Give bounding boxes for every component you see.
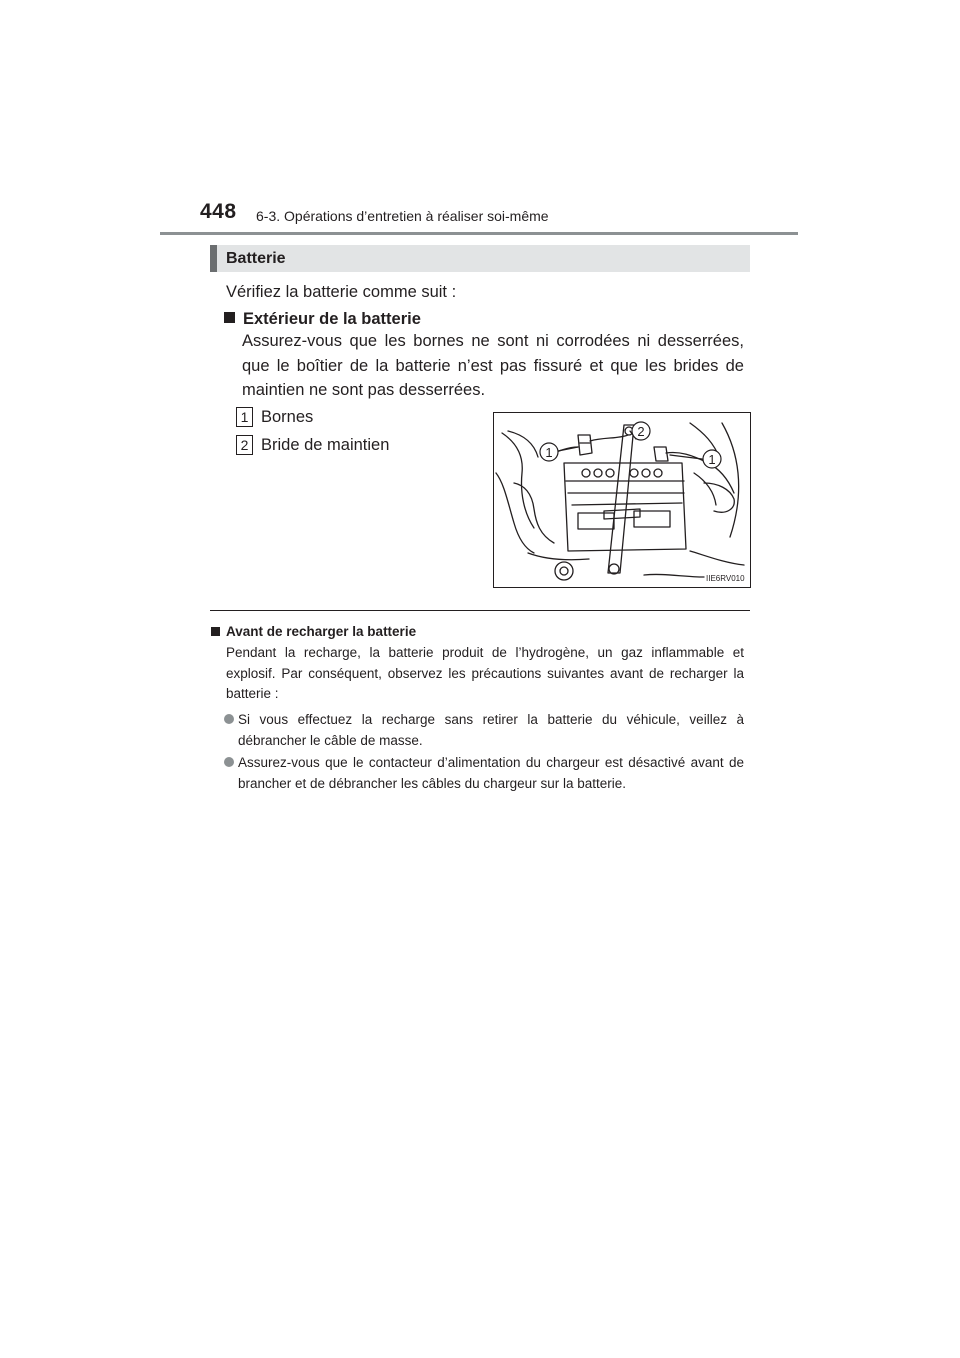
legend-label: Bornes — [261, 407, 314, 426]
note-heading-label: Avant de recharger la batterie — [226, 624, 417, 639]
battery-illustration — [493, 412, 751, 588]
header-rule — [160, 232, 798, 235]
heading-bar — [210, 245, 217, 272]
intro-text: Vérifiez la batterie comme suit : — [226, 283, 457, 301]
legend-label: Bride de maintien — [261, 435, 390, 454]
list-item — [224, 753, 744, 794]
subheading — [224, 307, 421, 331]
bullet-text: Si vous effectuez la recharge sans retirer la batterie du véhicule, veillez à débrancher le câble de masse. — [238, 712, 744, 748]
square-bullet-icon — [211, 627, 220, 636]
section-divider — [210, 610, 750, 611]
square-bullet-icon — [224, 312, 235, 323]
legend-item — [236, 407, 313, 427]
section-title: 6-3. Opérations d’entretien à réaliser soi-même — [256, 208, 549, 224]
body-paragraph: Assurez-vous que les bornes ne sont ni corrodées ni desserrées, que le boîtier de la batterie n’est pas fissuré et que les brides de maintien ne sont pas desserrées. — [242, 332, 744, 399]
note-paragraph: Pendant la recharge, la batterie produit de l’hydrogène, un gaz inflammable et explosif. Par conséquent, observez les précautions suivantes avant de recharger la batterie : — [226, 645, 744, 701]
legend-item — [236, 435, 389, 455]
callout-label: 1 — [708, 452, 716, 467]
page-number: 448 — [200, 200, 237, 223]
legend-number: 1 — [236, 407, 253, 427]
battery-drawing — [494, 413, 750, 587]
list-item — [224, 710, 744, 751]
callout-label: 1 — [545, 445, 553, 460]
section-heading-label: Batterie — [226, 249, 286, 267]
callout-label: 2 — [637, 424, 645, 439]
bullet-dot-icon — [224, 714, 234, 724]
legend-number: 2 — [236, 435, 253, 455]
figure-code: IIE6RV010 — [706, 574, 745, 583]
section-heading — [210, 245, 750, 272]
subheading-label: Extérieur de la batterie — [243, 310, 421, 328]
bullet-text: Assurez-vous que le contacteur d’alimentation du chargeur est désactivé avant de brancher et de débrancher les câbles du chargeur sur la batterie. — [238, 755, 744, 791]
bullet-dot-icon — [224, 757, 234, 767]
note-heading — [211, 624, 416, 639]
